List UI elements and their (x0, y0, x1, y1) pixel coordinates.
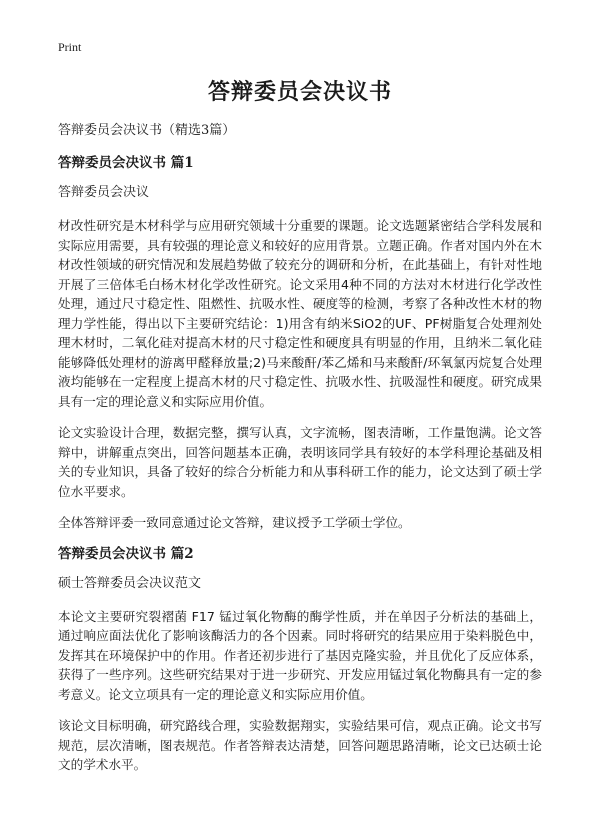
section-heading: 答辩委员会决议书 篇2 (58, 545, 194, 562)
print-link[interactable]: Print (58, 40, 82, 54)
paragraph: 该论文目标明确，研究路线合理，实验数据翔实，实验结果可信，观点正确。论文书写规范，层次清晰，图表规范。作者答辩表达清楚，回答问题思路清晰，论文已达硕士论文的学术水平。 (58, 718, 542, 772)
paragraph: 全体答辩评委一致同意通过论文答辩，建议授予工学硕士学位。 (58, 515, 411, 530)
page-title: 答辩委员会决议书 (207, 79, 392, 105)
section-heading: 答辩委员会决议书 篇1 (58, 155, 194, 171)
document-subtitle: 答辩委员会决议书（精选3篇） (58, 123, 236, 138)
section-subtitle: 硕士答辩委员会决议范文 (58, 575, 202, 591)
section-2 (58, 545, 542, 775)
paragraph: 本论文主要研究裂褶菌 F17 锰过氧化物酶的酶学性质，并在单因子分析法的基础上，通过响应面法优化了影响该酶活力的各个因素。同时将研究的结果应用于染料脱色中，发挥其在环境保护中的作用。作者还初步进行了基因克隆实验，并且优化了反应体系，获得了一些序列。这些研究结果对于进一步研究、开发应用锰过氧化物酶具有一定的参考意义。论文立项具有一定的理论意义和实际应用价值。 (58, 608, 542, 702)
paragraph: 论文实验设计合理，数据完整，撰写认真，文字流畅，图表清晰，工作量饱满。论文答辩中，讲解重点突出，回答问题基本正确，表明该同学具有较好的本学科理论基础及相关的专业知识，具备了较好的综合分析能力和从事科研工作的能力，论文达到了硕士学位水平要求。 (58, 425, 542, 499)
paragraph: 材改性研究是木材科学与应用研究领域十分重要的课题。论文选题紧密结合学科发展和实际应用需要，具有较强的理论意义和较好的应用背景。立题正确。作者对国内外在木材改性领域的研究情况和发展趋势做了较充分的调研和分析，在此基础上，有针对性地开展了三倍体毛白杨木材化学改性研究。论文采用4种不同的方法对木材进行化学改性处理，通过尺寸稳定性、阻燃性、抗吸水性、硬度等的检测，考察了各种改性木材的物理力学性能，得出以下主要研究结论：1)用含有纳米SiO2的UF、PF树脂复合处理剂处理木材时，二氧化硅对提高木材的尺寸稳定性和硬度具有明显的作用，且纳米二氧化硅能够降低处理材的游离甲醛释放量;2)马来酸酐/苯乙烯和马来酸酐/环氧氯丙烷复合处理液均能够在一定程度上提高木材的尺寸稳定性、抗吸水性、抗吸湿性和硬度。研究成果具有一定的理论意义和实际应用价值。 (58, 218, 542, 409)
section-1 (58, 154, 542, 533)
section-subtitle: 答辩委员会决议 (58, 185, 150, 200)
